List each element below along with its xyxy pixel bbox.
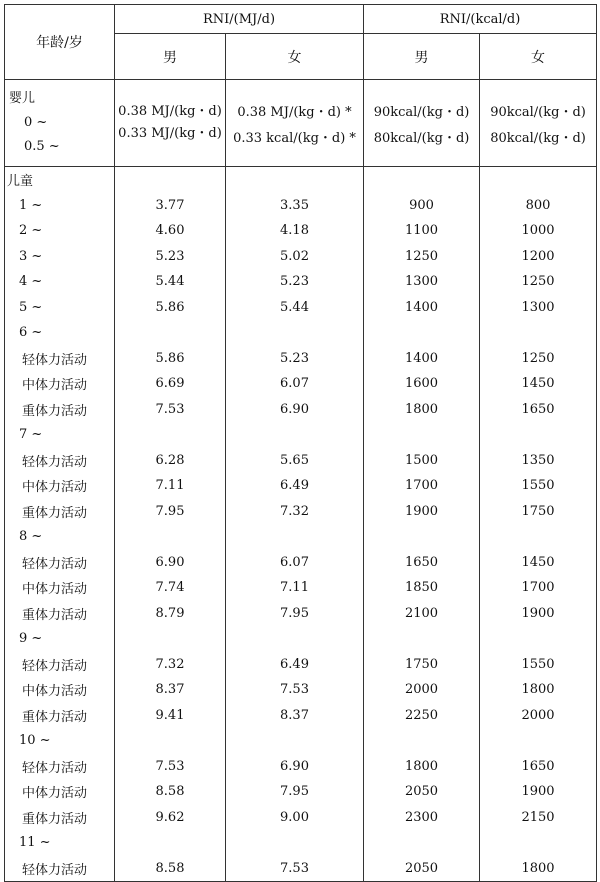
female-kcal-header: 女 [480,34,597,80]
male-mj-cell: 6.90 [115,550,226,576]
male-mj-cell: 3.77 [115,193,226,219]
male-mj-cell [115,422,226,448]
table-row [5,295,597,321]
male-kcal-cell [364,167,480,193]
female-mj-cell [226,728,364,754]
age-cell: 轻体力活动 [5,652,115,678]
male-mj-cell: 7.32 [115,652,226,678]
female-kcal-cell: 1900 [480,601,597,627]
age-cell: 轻体力活动 [5,346,115,372]
female-mj-cell: 5.23 [226,269,364,295]
male-kcal-cell [364,422,480,448]
female-mj-cell: 3.35 [226,193,364,219]
table-row [5,218,597,244]
age-cell: 中体力活动 [5,575,115,601]
age-cell: 6 ~ [5,320,115,346]
male-mj-cell [115,830,226,856]
female-kcal-cell: 1550 [480,652,597,678]
male-mj-cell: 6.28 [115,448,226,474]
male-mj-cell: 7.74 [115,575,226,601]
female-kcal-cell: 1800 [480,856,597,882]
energy-rni-table [4,4,597,882]
female-mj-cell: 6.49 [226,652,364,678]
infant-female-mj [226,80,364,167]
male-mj-cell [115,320,226,346]
age-cell: 10 ~ [5,728,115,754]
age-cell: 2 ~ [5,218,115,244]
infant-female-kcal-0: 90kcal/(kg・d) [490,105,586,120]
age-cell: 4 ~ [5,269,115,295]
female-mj-header: 女 [226,34,364,80]
table-row [5,269,597,295]
mj-group-header: RNI/(MJ/d) [115,5,364,34]
infant-age-05: 0.5 ~ [24,139,60,154]
table-row [5,524,597,550]
female-kcal-cell: 1700 [480,575,597,601]
male-kcal-header: 男 [364,34,480,80]
age-cell: 轻体力活动 [5,550,115,576]
male-kcal-cell: 900 [364,193,480,219]
infant-age-cell [5,80,115,167]
male-kcal-cell: 1800 [364,754,480,780]
female-mj-cell [226,626,364,652]
female-mj-cell: 5.44 [226,295,364,321]
female-mj-cell: 6.90 [226,754,364,780]
male-mj-cell: 8.79 [115,601,226,627]
table-row [5,550,597,576]
female-mj-cell [226,524,364,550]
female-mj-cell [226,422,364,448]
male-mj-cell: 5.44 [115,269,226,295]
male-mj-cell: 7.95 [115,499,226,525]
age-cell: 重体力活动 [5,499,115,525]
male-kcal-cell [364,728,480,754]
infant-male-kcal-0: 90kcal/(kg・d) [373,105,470,120]
age-cell: 1 ~ [5,193,115,219]
male-mj-cell: 7.53 [115,754,226,780]
female-kcal-cell [480,167,597,193]
table-row [5,779,597,805]
age-cell: 3 ~ [5,244,115,270]
age-cell: 重体力活动 [5,805,115,831]
male-kcal-cell [364,320,480,346]
male-kcal-cell: 1850 [364,575,480,601]
male-mj-cell: 8.58 [115,779,226,805]
infant-female-mj-0: 0.38 MJ/(kg・d) * [237,105,352,120]
male-mj-cell [115,167,226,193]
age-cell: 中体力活动 [5,371,115,397]
female-kcal-cell: 1250 [480,346,597,372]
male-kcal-cell: 1250 [364,244,480,270]
age-cell: 9 ~ [5,626,115,652]
age-cell: 中体力活动 [5,677,115,703]
male-mj-cell: 9.41 [115,703,226,729]
female-mj-cell: 7.53 [226,856,364,882]
male-kcal-cell: 1500 [364,448,480,474]
age-cell: 重体力活动 [5,703,115,729]
male-kcal-cell [364,524,480,550]
male-kcal-cell: 1750 [364,652,480,678]
female-mj-cell [226,830,364,856]
table-row [5,397,597,423]
male-kcal-cell: 1650 [364,550,480,576]
female-mj-cell: 6.49 [226,473,364,499]
kcal-group-header: RNI/(kcal/d) [364,5,597,34]
female-kcal-cell: 1250 [480,269,597,295]
infant-label: 婴儿 [9,91,36,106]
female-mj-cell: 7.11 [226,575,364,601]
infant-male-mj-0: 0.38 MJ/(kg・d) [118,104,222,119]
female-kcal-cell: 1800 [480,677,597,703]
female-kcal-cell: 1650 [480,397,597,423]
male-mj-cell: 9.62 [115,805,226,831]
male-mj-header: 男 [115,34,226,80]
table-row [5,499,597,525]
female-kcal-cell: 1650 [480,754,597,780]
age-cell: 重体力活动 [5,397,115,423]
infant-male-mj [115,80,226,167]
age-cell: 重体力活动 [5,601,115,627]
female-kcal-cell [480,728,597,754]
table-row [5,371,597,397]
female-kcal-cell [480,830,597,856]
male-kcal-cell: 1800 [364,397,480,423]
male-mj-cell: 4.60 [115,218,226,244]
male-kcal-cell: 1300 [364,269,480,295]
female-mj-cell: 6.07 [226,550,364,576]
male-mj-cell: 8.58 [115,856,226,882]
male-mj-cell [115,626,226,652]
male-mj-cell: 6.69 [115,371,226,397]
male-mj-cell: 7.53 [115,397,226,423]
table-row [5,575,597,601]
infant-female-kcal [480,80,597,167]
table-row [5,601,597,627]
male-kcal-cell: 2250 [364,703,480,729]
age-cell: 儿童 [5,167,115,193]
female-kcal-cell [480,626,597,652]
table-row [5,754,597,780]
infant-male-kcal-05: 80kcal/(kg・d) [373,131,470,146]
table-row [5,728,597,754]
age-cell: 轻体力活动 [5,448,115,474]
female-mj-cell: 5.65 [226,448,364,474]
age-cell: 8 ~ [5,524,115,550]
male-kcal-cell: 2050 [364,856,480,882]
table-row [5,167,597,193]
female-kcal-cell: 1200 [480,244,597,270]
female-kcal-cell: 1000 [480,218,597,244]
male-mj-cell: 7.11 [115,473,226,499]
male-kcal-cell: 2000 [364,677,480,703]
female-mj-cell: 7.53 [226,677,364,703]
table-row [5,703,597,729]
infant-female-mj-05: 0.33 kcal/(kg・d) * [233,131,356,146]
female-kcal-cell: 1550 [480,473,597,499]
table-row [5,652,597,678]
table-row [5,626,597,652]
female-kcal-cell: 800 [480,193,597,219]
table-row [5,346,597,372]
infant-female-kcal-05: 80kcal/(kg・d) [490,131,586,146]
table-row [5,422,597,448]
age-cell: 中体力活动 [5,473,115,499]
age-cell: 中体力活动 [5,779,115,805]
female-mj-cell: 6.07 [226,371,364,397]
male-mj-cell: 5.86 [115,295,226,321]
male-mj-cell [115,728,226,754]
female-mj-cell: 8.37 [226,703,364,729]
female-mj-cell: 7.32 [226,499,364,525]
age-cell: 5 ~ [5,295,115,321]
table-row [5,805,597,831]
female-kcal-cell: 1450 [480,550,597,576]
age-cell: 7 ~ [5,422,115,448]
male-kcal-cell [364,626,480,652]
female-mj-cell: 7.95 [226,601,364,627]
male-kcal-cell: 1600 [364,371,480,397]
female-kcal-cell: 1750 [480,499,597,525]
table-row [5,856,597,882]
table-row [5,244,597,270]
female-mj-cell: 9.00 [226,805,364,831]
table-row [5,677,597,703]
male-kcal-cell: 1400 [364,295,480,321]
female-kcal-cell: 1900 [480,779,597,805]
female-kcal-cell [480,524,597,550]
age-cell: 轻体力活动 [5,856,115,882]
male-mj-cell: 5.86 [115,346,226,372]
male-kcal-cell: 1700 [364,473,480,499]
female-kcal-cell [480,320,597,346]
male-kcal-cell: 1400 [364,346,480,372]
male-kcal-cell: 2050 [364,779,480,805]
male-kcal-cell: 2300 [364,805,480,831]
age-cell: 轻体力活动 [5,754,115,780]
female-mj-cell [226,320,364,346]
female-kcal-cell: 2150 [480,805,597,831]
female-kcal-cell: 1300 [480,295,597,321]
age-cell: 11 ~ [5,830,115,856]
female-mj-cell: 7.95 [226,779,364,805]
infant-age-0: 0 ~ [24,115,48,130]
female-kcal-cell: 1350 [480,448,597,474]
male-mj-cell: 8.37 [115,677,226,703]
infant-male-kcal [364,80,480,167]
male-kcal-cell: 1900 [364,499,480,525]
male-mj-cell: 5.23 [115,244,226,270]
female-mj-cell [226,167,364,193]
female-mj-cell: 5.02 [226,244,364,270]
male-kcal-cell: 1100 [364,218,480,244]
table-row [5,193,597,219]
male-kcal-cell: 2100 [364,601,480,627]
male-mj-cell [115,524,226,550]
female-kcal-cell: 2000 [480,703,597,729]
female-mj-cell: 5.23 [226,346,364,372]
infant-male-mj-05: 0.33 MJ/(kg・d) [118,126,222,141]
age-column-header: 年龄/岁 [5,5,115,80]
table-row [5,448,597,474]
table-row [5,320,597,346]
female-mj-cell: 4.18 [226,218,364,244]
table-row [5,473,597,499]
female-kcal-cell: 1450 [480,371,597,397]
female-mj-cell: 6.90 [226,397,364,423]
female-kcal-cell [480,422,597,448]
male-kcal-cell [364,830,480,856]
table-row [5,830,597,856]
infant-row [5,80,597,167]
